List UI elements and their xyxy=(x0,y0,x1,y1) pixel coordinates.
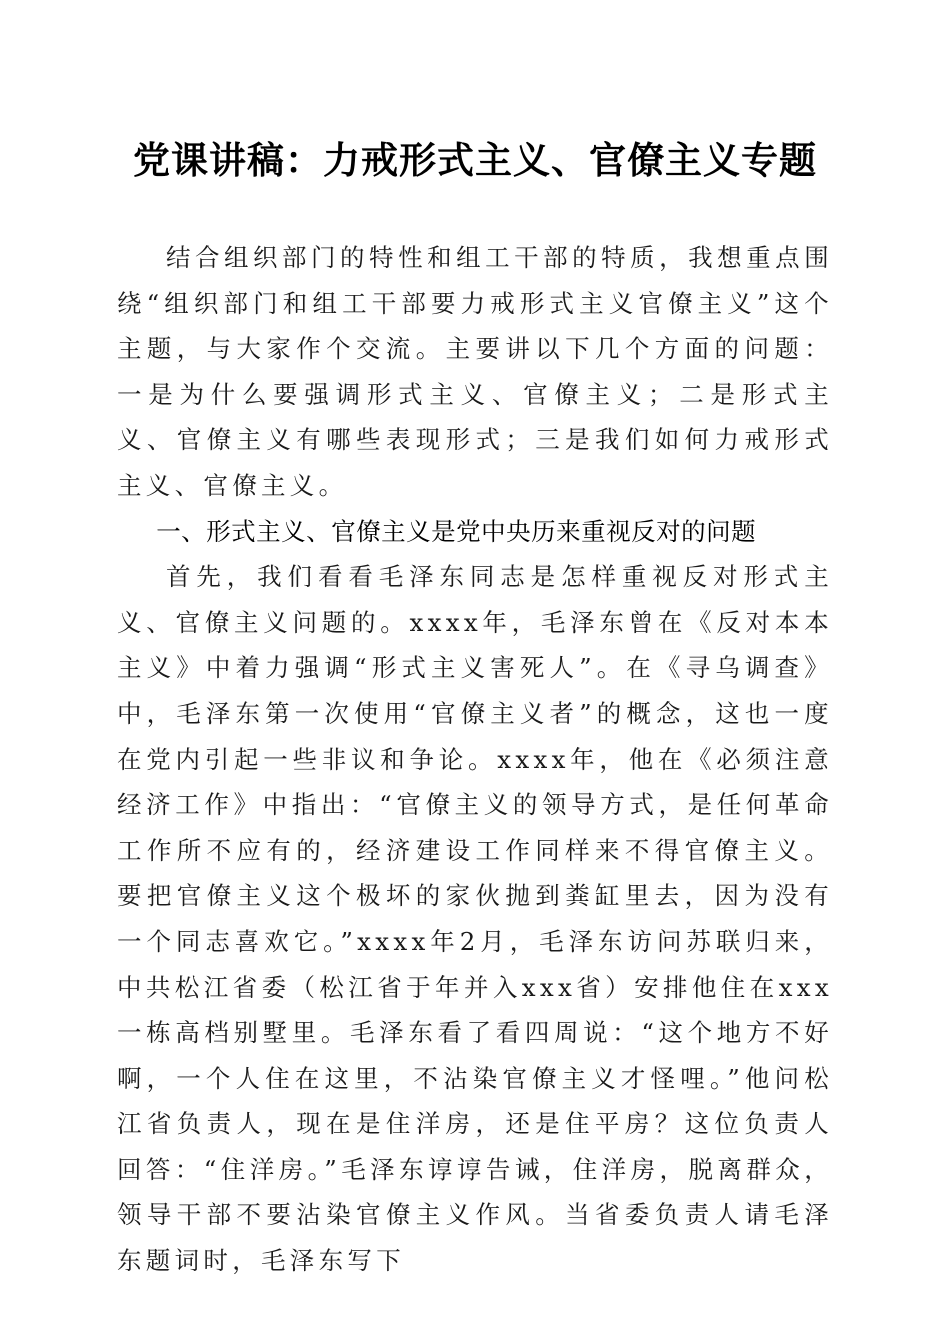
document-title: 党课讲稿：力戒形式主义、官僚主义专题 xyxy=(133,138,817,182)
intro-paragraph: 结合组织部门的特性和组工干部的特质，我想重点围绕“组织部门和组工干部要力戒形式主义官僚主义”这个主题，与大家作个交流。主要讲以下几个方面的问题：一是为什么要强调形式主义、官僚主义；二是形式主义、官僚主义有哪些表现形式；三是我们如何力戒形式主义、官僚主义。 xyxy=(117,243,833,500)
section-heading-1: 一、形式主义、官僚主义是党中央历来重视反对的问题 xyxy=(156,516,757,546)
document-body xyxy=(117,235,833,1284)
section-1-paragraph: 首先，我们看看毛泽东同志是怎样重视反对形式主义、官僚主义问题的。xxxx年，毛泽东曾在《反对本本主义》中着力强调“形式主义害死人”。在《寻乌调查》中，毛泽东第一次使用“官僚主义者”的概念，这也一度在党内引起一些非议和争论。xxxx年，他在《必须注意经济工作》中指出：“官僚主义的领导方式，是任何革命工作所不应有的，经济建设工作同样来不得官僚主义。要把官僚主义这个极坏的家伙抛到粪缸里去，因为没有一个同志喜欢它。”xxxx年2月，毛泽东访问苏联归来，中共松江省委（松江省于年并入xxx省）安排他住在xxx一栋高档别墅里。毛泽东看了看四周说：“这个地方不好啊，一个人住在这里，不沾染官僚主义才怪哩。”他问松江省负责人，现在是住洋房，还是住平房？这位负责人回答：“住洋房。”毛泽东谆谆告诫，住洋房，脱离群众，领导干部不要沾染官僚主义作风。当省委负责人请毛泽东题词时，毛泽东写下 xyxy=(117,562,833,1276)
